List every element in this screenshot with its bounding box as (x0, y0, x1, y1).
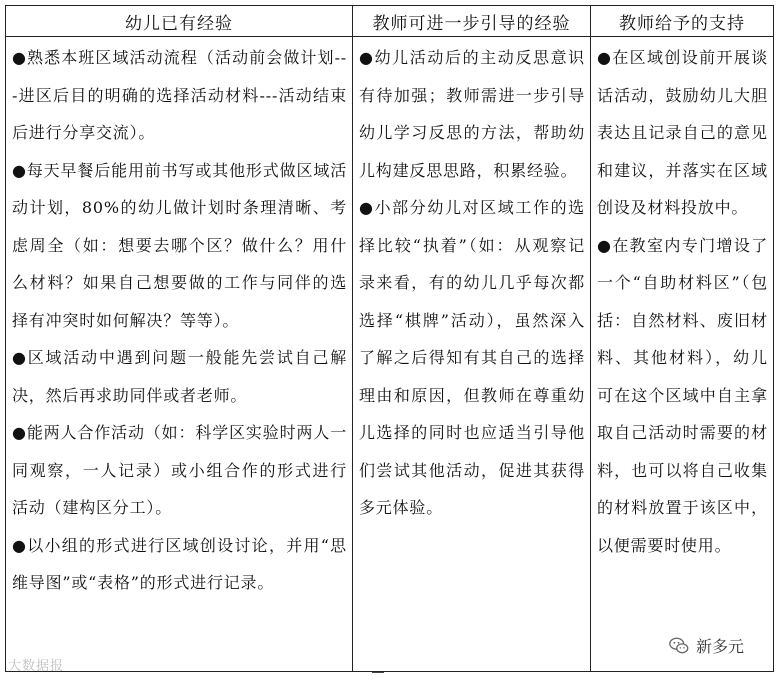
column-teacher-support (591, 37, 774, 672)
watermark-right-text: 新多元 (696, 637, 745, 656)
list-item: ●区域活动中遇到问题一般能先尝试自己解决，然后再求助同伴或者老师。 (12, 348, 347, 405)
header-row (6, 6, 774, 37)
column-children-experience (6, 37, 353, 672)
divider (372, 672, 384, 673)
experience-table (5, 5, 774, 672)
header-cell: 教师给予的支持 (591, 6, 774, 37)
header-cell: 教师可进一步引导的经验 (353, 6, 591, 37)
list-item: ●小部分幼儿对区域工作的选择比较“执着”（如：从观察记录来看，有的幼儿几乎每次都选择“棋牌”活动），虽然深入了解之后得知有其自己的选择理由和原因，但教师在尊重幼儿选择的同时也应适当引导他们尝试其他活动，促进其获得多元体验。 (359, 198, 585, 517)
watermark-right (664, 632, 748, 659)
watermark-left: 大数据报 (8, 659, 65, 674)
list-item: ●以小组的形式进行区域创设讨论，并用“思维导图”或“表格”的形式进行记录。 (12, 535, 347, 592)
list-item: ●幼儿活动后的主动反思意识有待加强；教师需进一步引导幼儿学习反思的方法，帮助幼儿构建反思思路，积累经验。 (359, 48, 585, 180)
list-item: ●在教室内专门增设了一个“自助材料区”（包括：自然材料、废旧材料、其他材料），幼儿可在这个区域中自主拿取自己活动时需要的材料，也可以将自己收集的材料放置于该区中，以便需要时使用。 (597, 235, 768, 555)
list-item: ●熟悉本班区域活动流程（活动前会做计划---进区后目的明确的选择活动材料---活动结束后进行分享交流）。 (12, 48, 347, 142)
list-item: ●每天早餐后能用前书写或其他形式做区域活动计划，80%的幼儿做计划时条理清晰、考虑周全（如：想要去哪个区？做什么？用什么材料？如果自己想要做的工作与同伴的选择有冲突时如何解决？等等）。 (12, 160, 347, 330)
list-item: ●能两人合作活动（如：科学区实验时两人一同观察，一人记录）或小组合作的形式进行活动（建构区分工）。 (12, 423, 347, 517)
list-item: ●在区域创设前开展谈话活动，鼓励幼儿大胆表达且记录自己的意见和建议，并落实在区域创设及材料投放中。 (597, 48, 768, 217)
content-row (6, 37, 774, 672)
wechat-icon (668, 635, 690, 657)
header-cell: 幼儿已有经验 (6, 6, 353, 37)
column-teacher-guidance (353, 37, 591, 672)
